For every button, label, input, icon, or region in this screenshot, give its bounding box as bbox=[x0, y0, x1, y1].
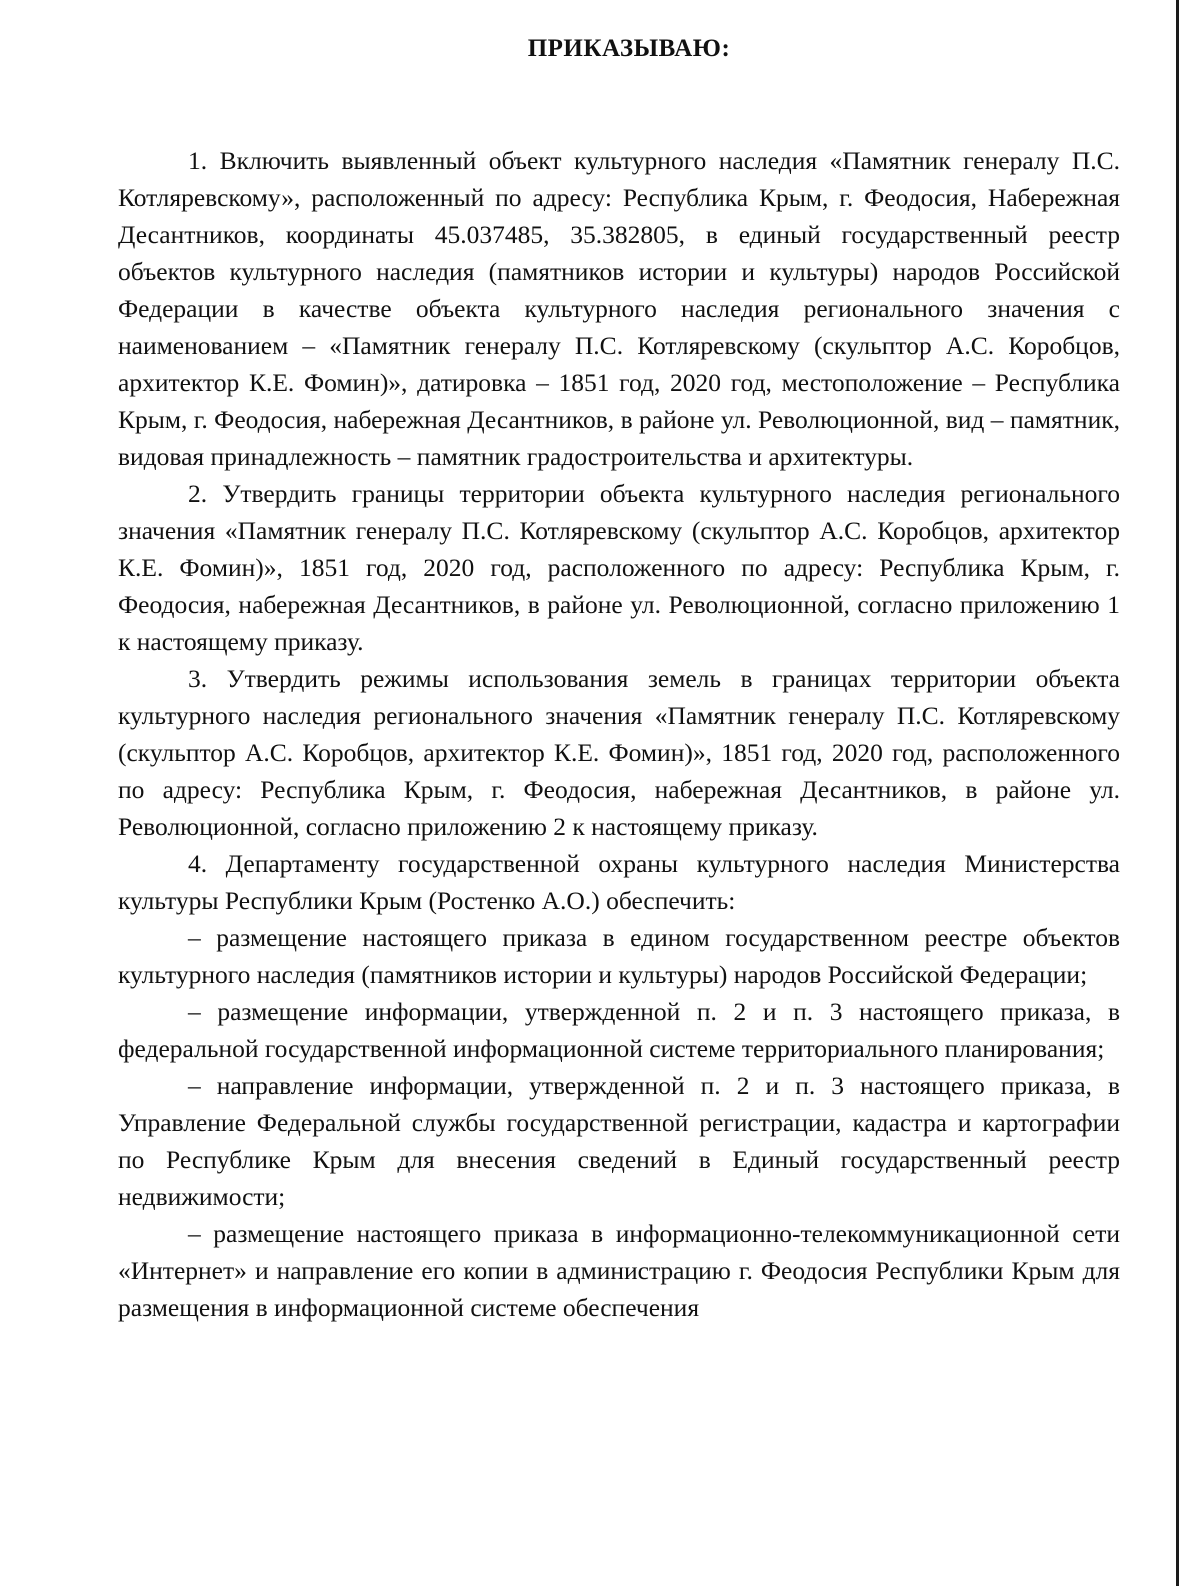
paragraph-1: 1. Включить выявленный объект культурного наследия «Памятник генералу П.С. Котляревскому», расположенный по адресу: Республика Крым, г. Феодосия, Набережная Десантников, координаты 45.037485, 35.382805, в единый государственный реестр объектов культурного наследия (памятников истории и культуры) народов Российской Федерации в качестве объекта культурного наследия регионального значения с наименованием – «Памятник генералу П.С. Котляревскому (скульптор А.С. Коробцов, архитектор К.Е. Фомин)», датировка – 1851 год, 2020 год, местоположение – Республика Крым, г. Феодосия, набережная Десантников, в районе ул. Революционной, вид – памятник, видовая принадлежность – памятник градостроительства и архитектуры. bbox=[118, 146, 1120, 471]
paragraph-3: 3. Утвердить режимы использования земель в границах территории объекта культурного наследия регионального значения «Памятник генералу П.С. Котляревскому (скульптор А.С. Коробцов, архитектор К.Е. Фомин)», 1851 год, 2020 год, расположенного по адресу: Республика Крым, г. Феодосия, набережная Десантников, в районе ул. Революционной, согласно приложению 2 к настоящему приказу. bbox=[118, 664, 1120, 841]
list-item-rosreestr: – направление информации, утвержденной п. 2 и п. 3 настоящего приказа, в Управление Федеральной службы государственной регистрации, кадастра и картографии по Республике Крым для внесения сведений в Единый государственный реестр недвижимости; bbox=[118, 1071, 1120, 1211]
scan-edge-line bbox=[1176, 0, 1179, 1586]
document-body bbox=[118, 30, 1120, 1326]
order-heading: ПРИКАЗЫВАЮ: bbox=[527, 35, 731, 62]
list-item-registry: – размещение настоящего приказа в едином государственном реестре объектов культурного наследия (памятников истории и культуры) народов Российской Федерации; bbox=[118, 923, 1120, 989]
list-item-planning-system: – размещение информации, утвержденной п. 2 и п. 3 настоящего приказа, в федеральной государственной информационной системе территориального планирования; bbox=[118, 997, 1120, 1063]
paragraph-4: 4. Департаменту государственной охраны культурного наследия Министерства культуры Республики Крым (Ростенко А.О.) обеспечить: bbox=[118, 849, 1120, 915]
list-item-internet: – размещение настоящего приказа в информационно-телекоммуникационной сети «Интернет» и направление его копии в администрацию г. Феодосия Республики Крым для размещения в информационной системе обеспечения bbox=[118, 1219, 1120, 1322]
paragraph-2: 2. Утвердить границы территории объекта культурного наследия регионального значения «Памятник генералу П.С. Котляревскому (скульптор А.С. Коробцов, архитектор К.Е. Фомин)», 1851 год, 2020 год, расположенного по адресу: Республика Крым, г. Феодосия, набережная Десантников, в районе ул. Революционной, согласно приложению 1 к настоящему приказу. bbox=[118, 479, 1120, 656]
